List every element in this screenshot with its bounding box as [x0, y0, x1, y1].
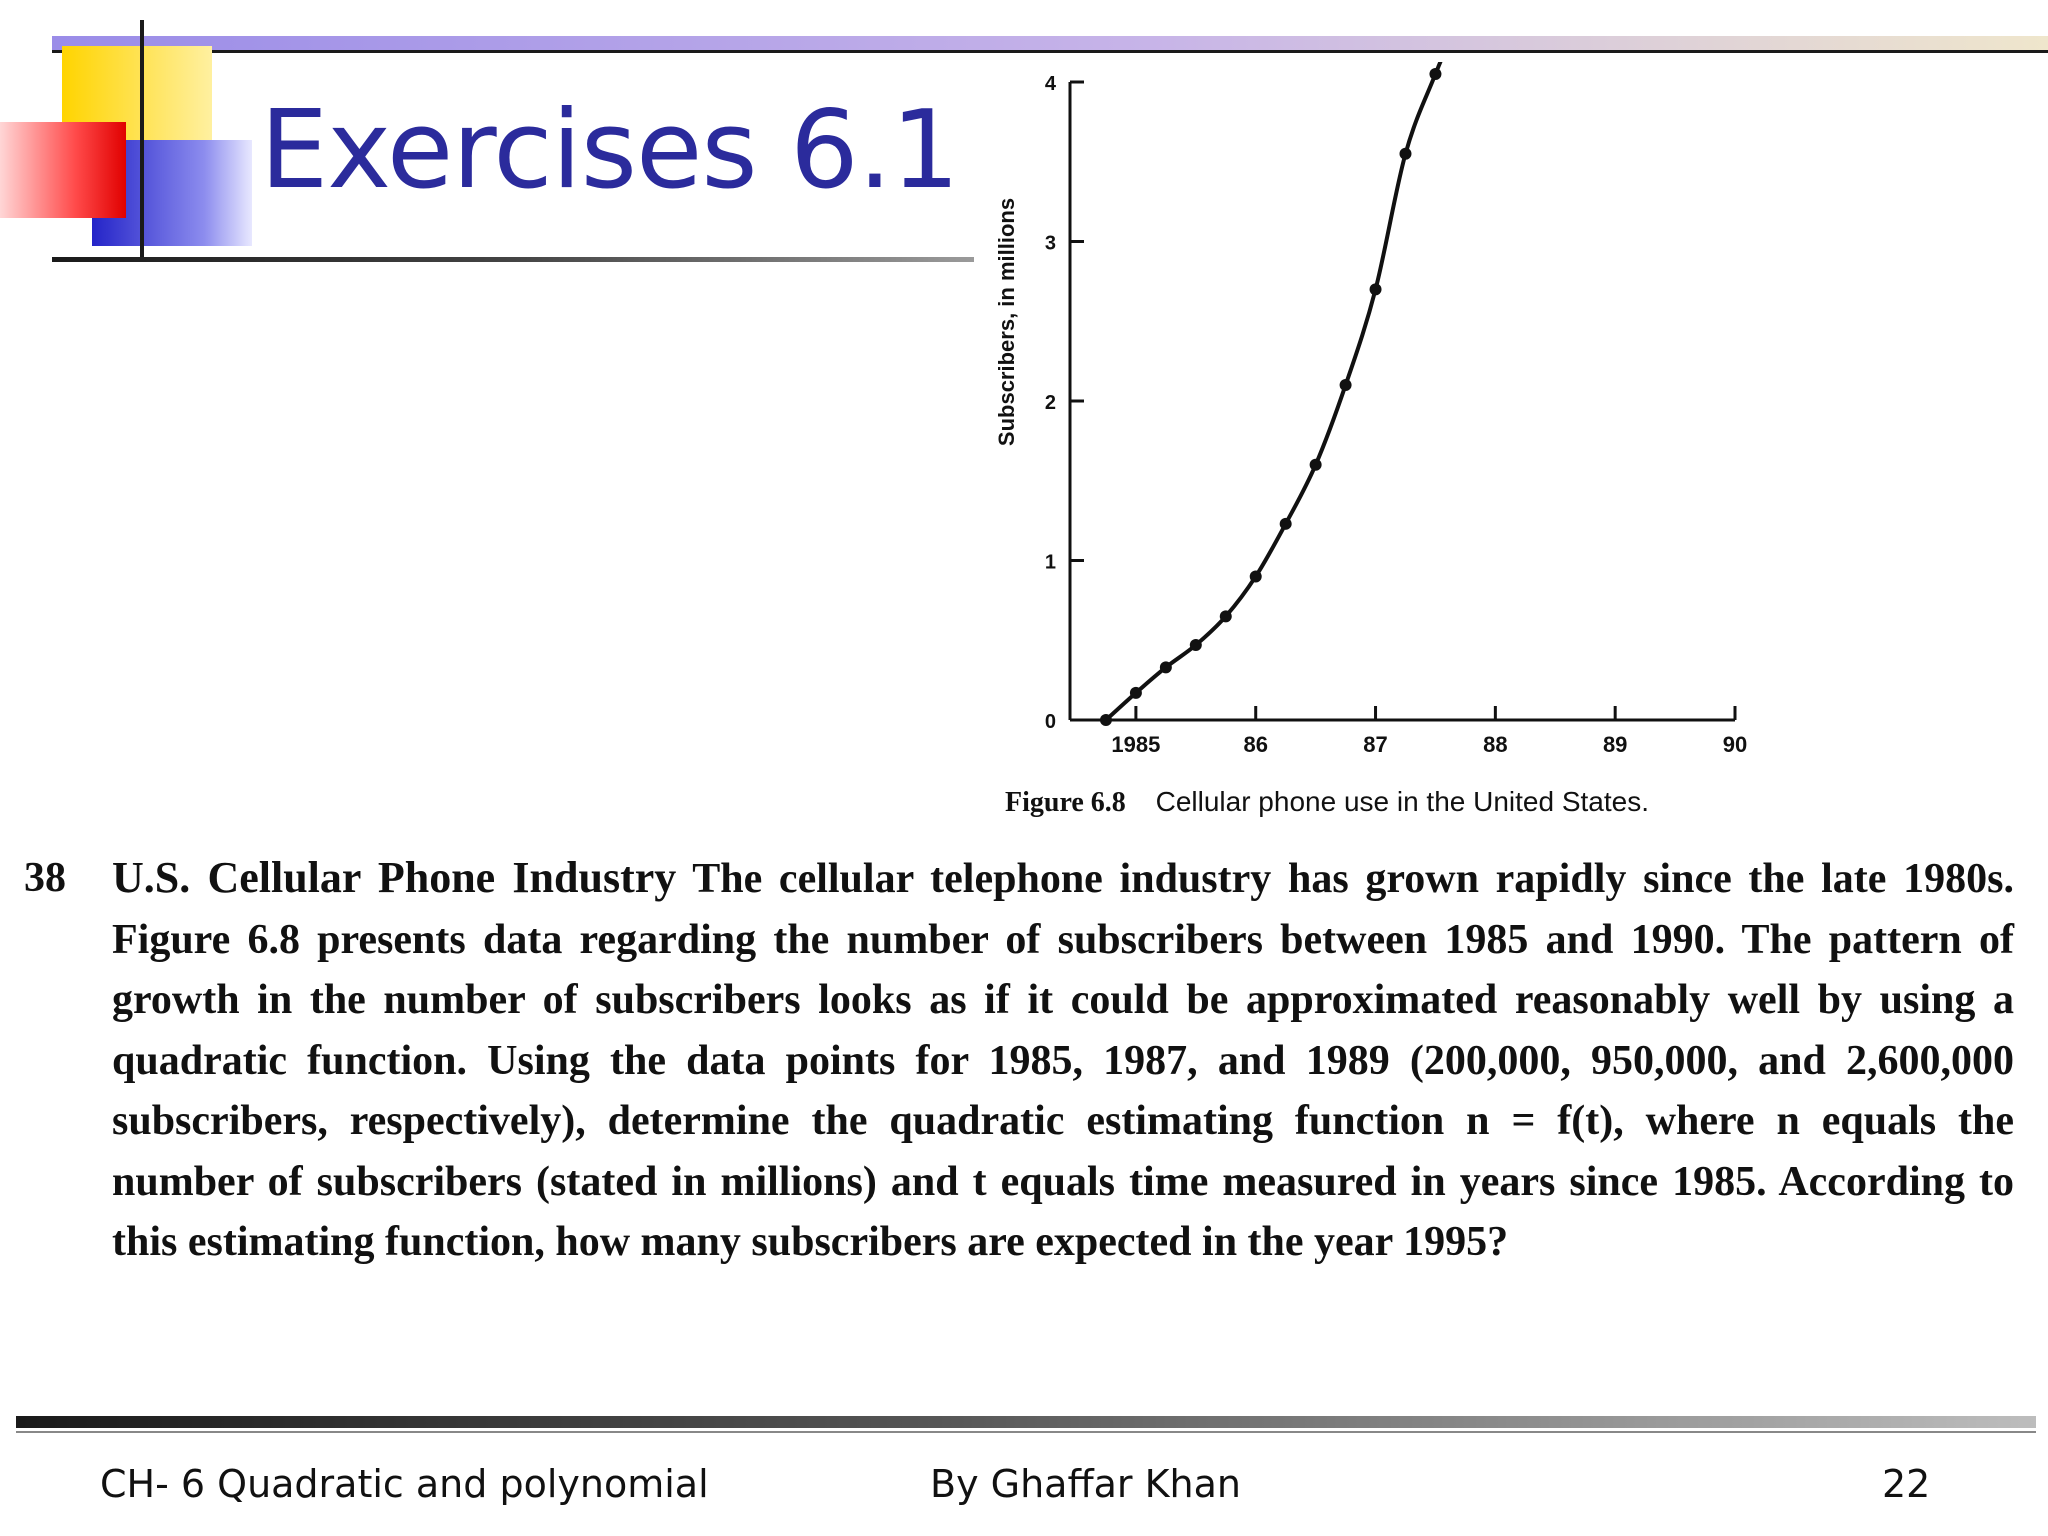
x-tick-label: 90 — [1722, 732, 1748, 757]
data-point — [1399, 148, 1411, 160]
vertical-accent-line — [140, 20, 144, 260]
data-point — [1190, 639, 1202, 651]
chart-series — [1100, 62, 1561, 726]
chart-ticks — [1045, 73, 1747, 757]
data-point — [1429, 68, 1441, 80]
data-point — [1370, 283, 1382, 295]
red-square-decoration — [0, 122, 126, 218]
y-tick-label: 1 — [1044, 551, 1056, 574]
footer-author: By Ghaffar Khan — [930, 1462, 1241, 1506]
x-tick-label: 89 — [1602, 732, 1628, 757]
bottom-rule — [16, 1416, 2036, 1428]
data-point — [1340, 379, 1352, 391]
problem-number: 38 — [24, 855, 66, 901]
chart-axes — [1070, 82, 1735, 720]
x-tick-label: 88 — [1483, 732, 1508, 757]
data-point — [1310, 459, 1322, 471]
y-tick-label: 4 — [1044, 73, 1056, 95]
problem-38 — [24, 848, 2014, 1273]
x-tick-label: 87 — [1363, 732, 1388, 757]
x-tick-label: 1985 — [1111, 732, 1161, 757]
bottom-rule-line — [16, 1431, 2036, 1433]
top-rule-line — [52, 50, 2048, 53]
series-line — [1106, 62, 1555, 720]
data-point — [1220, 610, 1232, 622]
figure-caption-text: Cellular phone use in the United States. — [1155, 786, 1650, 817]
figure-label: Figure 6.8 — [1005, 787, 1126, 818]
series-group — [1100, 62, 1561, 726]
figure-caption — [1005, 786, 1649, 819]
y-tick-label: 3 — [1044, 232, 1056, 255]
data-point — [1100, 714, 1112, 726]
data-point — [1250, 570, 1262, 582]
y-tick-label: 2 — [1044, 392, 1056, 414]
footer-page-number: 22 — [1882, 1462, 1931, 1506]
y-axis-label: Subscribers, in millions — [994, 197, 1019, 447]
y-tick-label: 0 — [1044, 711, 1056, 733]
footer-chapter: CH- 6 Quadratic and polynomial — [100, 1462, 709, 1506]
subscribers-chart — [990, 62, 1770, 762]
data-point — [1280, 518, 1292, 530]
problem-body — [112, 848, 2014, 1273]
data-point — [1160, 661, 1172, 673]
slide-title: Exercises 6.1 — [260, 88, 959, 213]
title-underline — [52, 257, 974, 262]
x-tick-label: 86 — [1243, 732, 1268, 757]
data-point — [1130, 687, 1142, 699]
problem-heading: U.S. Cellular Phone Industry — [112, 853, 677, 902]
problem-text: The cellular telephone industry has grown rapidly since the late 1980s. Figure 6.8 presents data regarding the number of subscribers between 1985 and 1990. The pattern of growth in the number of subscribers looks as if it could be approximated reasonably well by using a quadratic function. Using the data points for 1985, 1987, and 1989 (200,000, 950,000, and 2,600,000 subscribers, respectively), determine the quadratic estimating function n = f(t), where n equals the number of subscribers (stated in millions) and t equals time measured in years since 1985. According to this estimating function, how many subscribers are expected in the year 1995? — [112, 856, 2014, 1265]
